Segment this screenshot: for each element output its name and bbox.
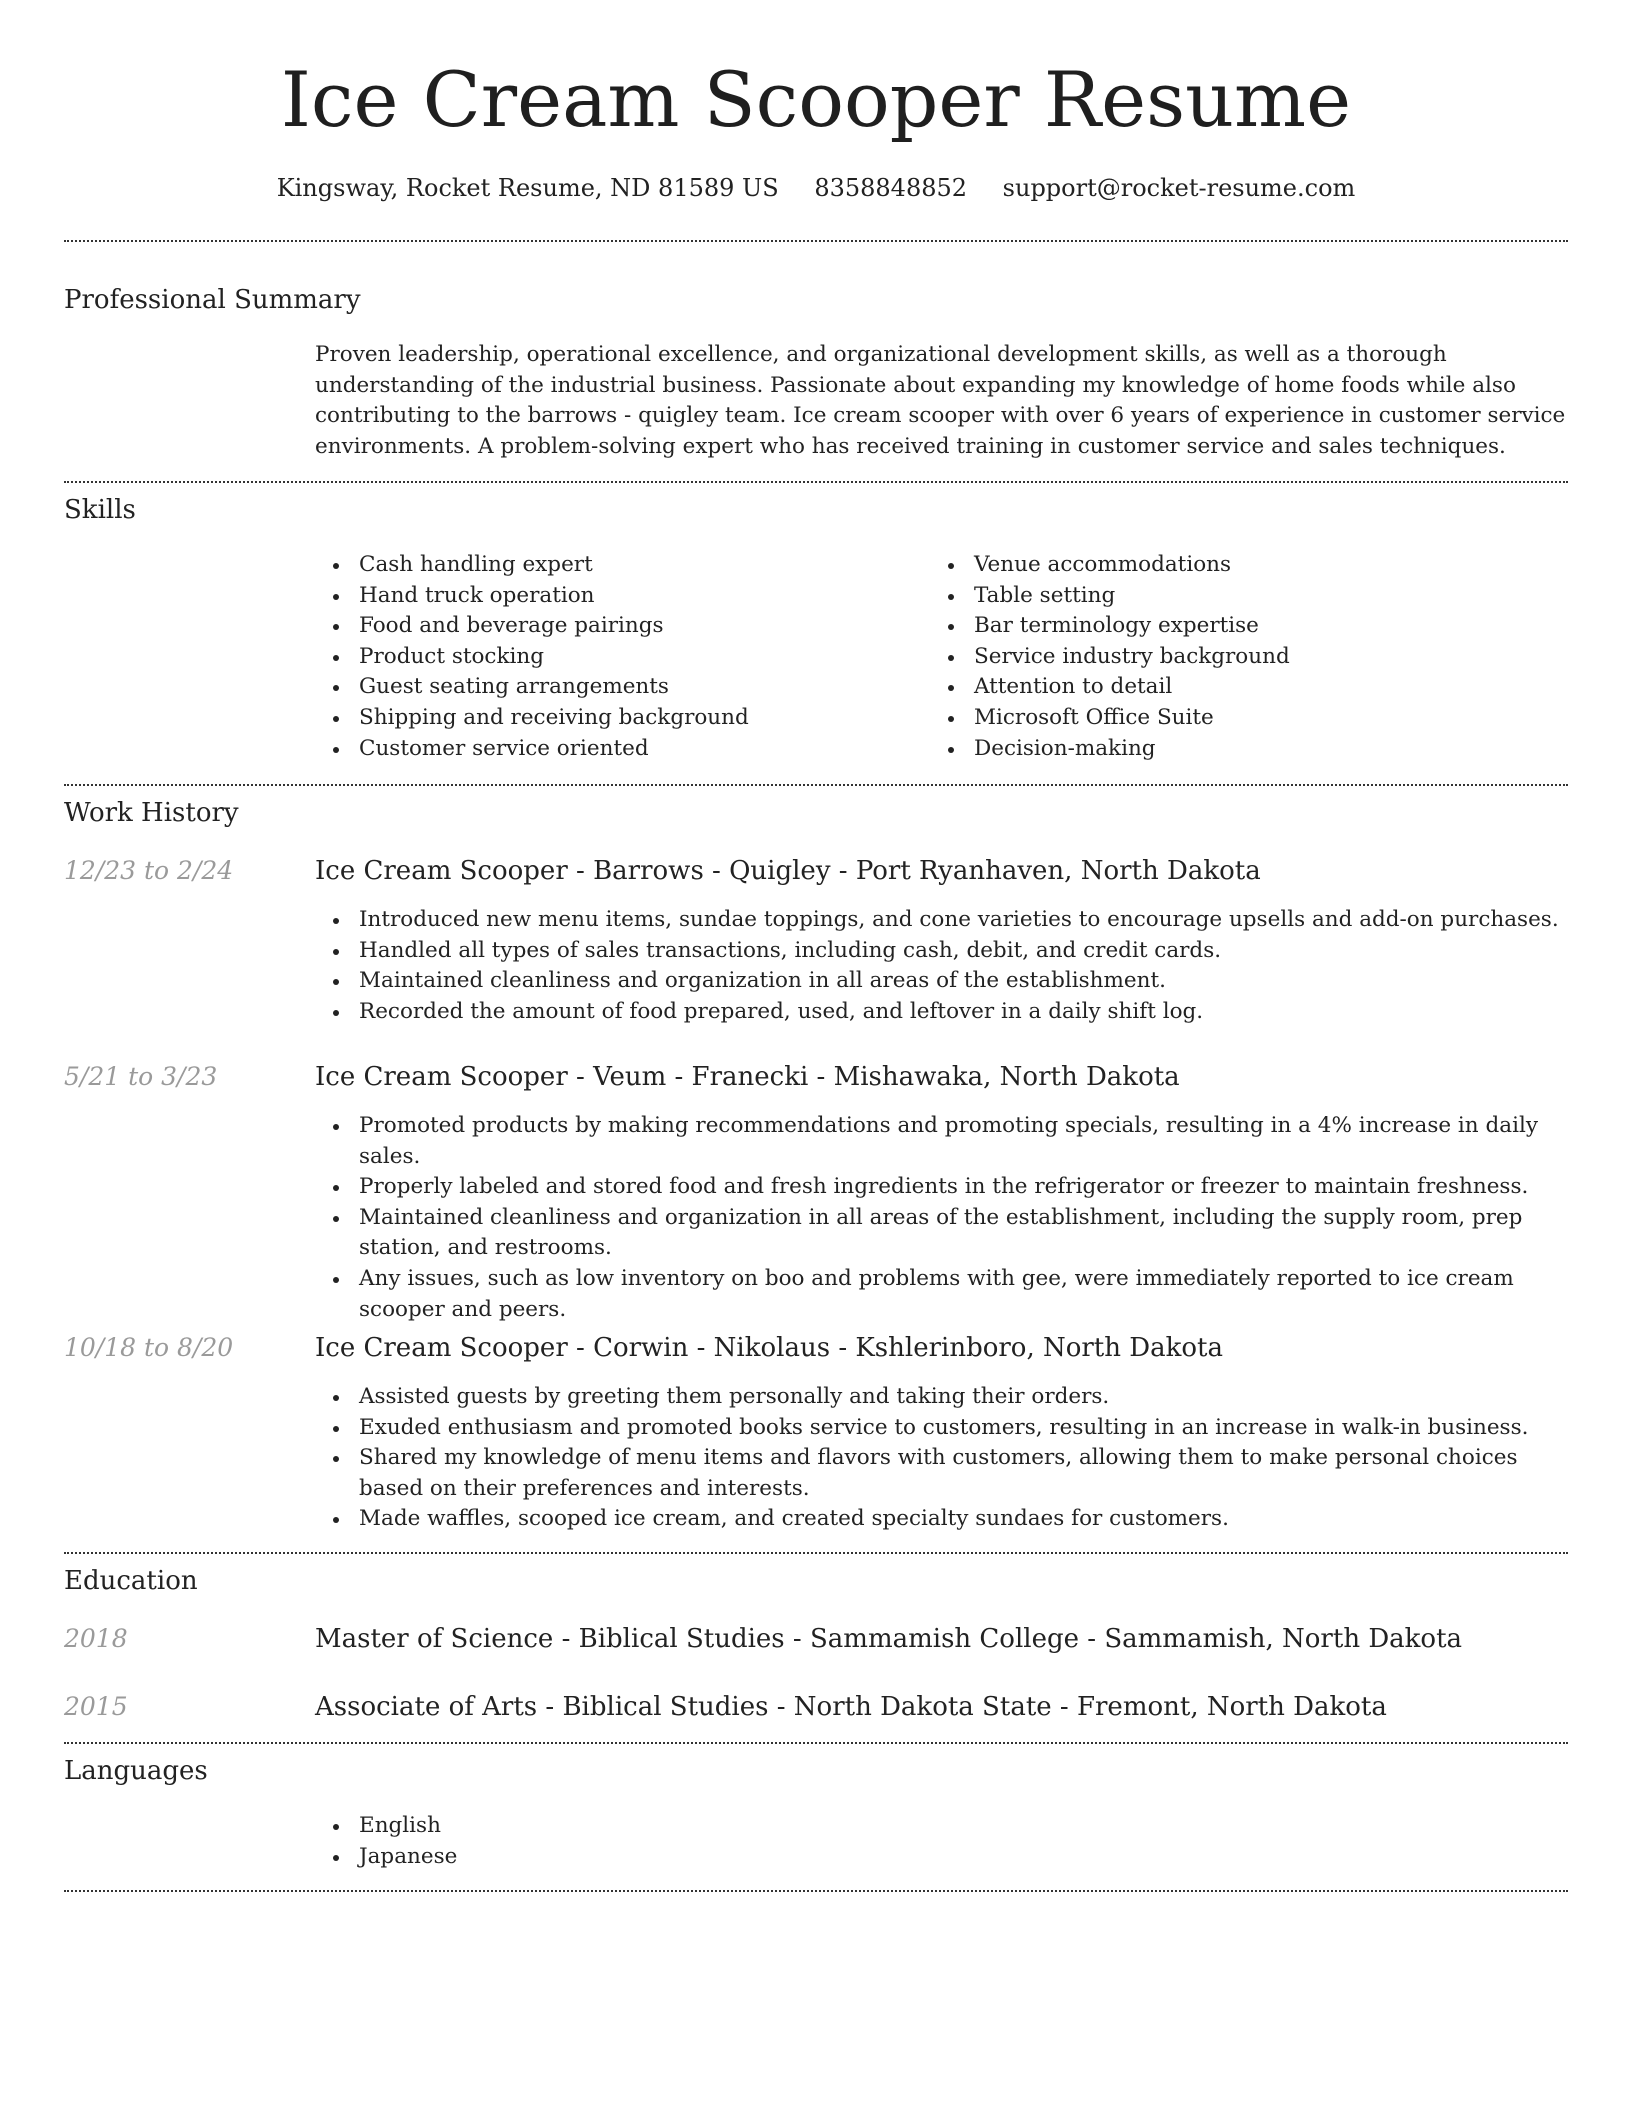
list-item: English bbox=[315, 1811, 915, 1842]
list-item: Hand truck operation bbox=[315, 581, 915, 612]
skills-list-right bbox=[930, 550, 1530, 764]
job-bullets bbox=[315, 905, 1568, 1027]
job-title: Ice Cream Scooper - Corwin - Nikolaus - Kshlerinboro, North Dakota bbox=[315, 1333, 1223, 1363]
contact-phone: 8358848852 bbox=[814, 174, 968, 202]
list-item: Recorded the amount of food prepared, used, and leftover in a daily shift log. bbox=[315, 997, 1568, 1028]
section-title-skills: Skills bbox=[64, 495, 136, 525]
contact-email: support@rocket-resume.com bbox=[1002, 174, 1356, 202]
list-item: Food and beverage pairings bbox=[315, 611, 915, 642]
list-item: Maintained cleanliness and organization in all areas of the establishment, including the supply room, prep station, and restrooms. bbox=[315, 1203, 1568, 1264]
list-item: Shared my knowledge of menu items and flavors with customers, allowing them to make personal choices based on their preferences and interests. bbox=[315, 1443, 1568, 1504]
list-item: Properly labeled and stored food and fresh ingredients in the refrigerator or freezer to maintain freshness. bbox=[315, 1172, 1568, 1203]
list-item: Handled all types of sales transactions, including cash, debit, and credit cards. bbox=[315, 936, 1568, 967]
job-bullets bbox=[315, 1111, 1568, 1325]
section-divider bbox=[64, 240, 1568, 242]
job-dates: 5/21 to 3/23 bbox=[64, 1062, 218, 1091]
list-item: Japanese bbox=[315, 1842, 915, 1873]
list-item: Microsoft Office Suite bbox=[930, 703, 1530, 734]
section-title-education: Education bbox=[64, 1566, 198, 1596]
education-degree: Master of Science - Biblical Studies bbox=[315, 1624, 785, 1654]
section-divider bbox=[64, 1742, 1568, 1744]
contact-address: Kingsway, Rocket Resume, ND 81589 US bbox=[276, 174, 779, 202]
list-item: Introduced new menu items, sundae toppings, and cone varieties to encourage upsells and add-on purchases. bbox=[315, 905, 1568, 936]
section-title-summary: Professional Summary bbox=[64, 285, 361, 315]
job-title: Ice Cream Scooper - Barrows - Quigley - Port Ryanhaven, North Dakota bbox=[315, 856, 1261, 886]
list-item: Shipping and receiving background bbox=[315, 703, 915, 734]
list-item: Guest seating arrangements bbox=[315, 672, 915, 703]
section-title-work: Work History bbox=[64, 798, 239, 828]
education-year: 2018 bbox=[64, 1624, 128, 1653]
list-item: Exuded enthusiasm and promoted books service to customers, resulting in an increase in walk-in business. bbox=[315, 1413, 1568, 1444]
section-divider bbox=[64, 481, 1568, 483]
list-item: Any issues, such as low inventory on boo and problems with gee, were immediately reported to ice cream scooper and peers. bbox=[315, 1264, 1568, 1325]
list-item: Service industry background bbox=[930, 642, 1530, 673]
list-item: Decision-making bbox=[930, 734, 1530, 765]
education-school: - North Dakota State - Fremont, North Dakota bbox=[768, 1692, 1387, 1722]
list-item: Bar terminology expertise bbox=[930, 611, 1530, 642]
section-divider bbox=[64, 1552, 1568, 1554]
education-entry bbox=[315, 1622, 1462, 1656]
list-item: Attention to detail bbox=[930, 672, 1530, 703]
summary-text: Proven leadership, operational excellence, and organizational development skills, as well as a thorough understanding of the industrial business. Passionate about expanding my knowledge of home foods while also contributing to the barrows - quigley team. Ice cream scooper with over 6 years of experience in customer service environments. A problem-solving expert who has received training in customer service and sales techniques. bbox=[315, 342, 1566, 459]
list-item: Table setting bbox=[930, 581, 1530, 612]
languages-list bbox=[315, 1811, 915, 1872]
list-item: Maintained cleanliness and organization in all areas of the establishment. bbox=[315, 966, 1568, 997]
education-school: - Sammamish College - Sammamish, North Dakota bbox=[784, 1624, 1463, 1654]
list-item: Assisted guests by greeting them personally and taking their orders. bbox=[315, 1382, 1568, 1413]
list-item: Customer service oriented bbox=[315, 734, 915, 765]
list-item: Cash handling expert bbox=[315, 550, 915, 581]
education-degree: Associate of Arts - Biblical Studies bbox=[315, 1692, 769, 1722]
list-item: Made waffles, scooped ice cream, and created specialty sundaes for customers. bbox=[315, 1504, 1568, 1535]
job-dates: 10/18 to 8/20 bbox=[64, 1333, 234, 1362]
section-title-languages: Languages bbox=[64, 1756, 208, 1786]
job-title: Ice Cream Scooper - Veum - Franecki - Mishawaka, North Dakota bbox=[315, 1062, 1180, 1092]
section-divider bbox=[64, 1890, 1568, 1892]
list-item: Venue accommodations bbox=[930, 550, 1530, 581]
list-item: Promoted products by making recommendations and promoting specials, resulting in a 4% increase in daily sales. bbox=[315, 1111, 1568, 1172]
resume-title: Ice Cream Scooper Resume bbox=[280, 55, 1352, 144]
education-entry bbox=[315, 1690, 1387, 1724]
skills-list-left bbox=[315, 550, 915, 764]
education-year: 2015 bbox=[64, 1692, 128, 1721]
job-dates: 12/23 to 2/24 bbox=[64, 856, 234, 885]
job-bullets bbox=[315, 1382, 1568, 1535]
contact-line bbox=[64, 172, 1568, 204]
section-divider bbox=[64, 784, 1568, 786]
list-item: Product stocking bbox=[315, 642, 915, 673]
